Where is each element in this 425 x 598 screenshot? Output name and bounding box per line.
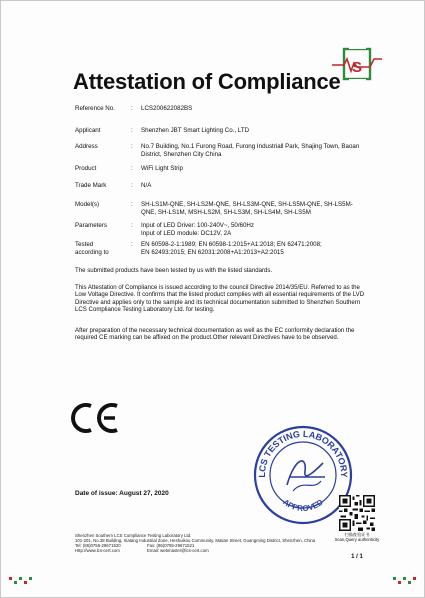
field-value: N/A xyxy=(141,182,152,189)
page-indicator: 1 / 1 xyxy=(351,554,363,560)
field-label: Applicant xyxy=(75,127,101,134)
issue-date: Date of issue: August 27, 2020 xyxy=(75,490,169,497)
footer-address: 101-201, No.38 Building, Xiatang Industrial Zone, Heshuikou Community, Matian Street, Guangming District, Shenzhen, China xyxy=(75,538,316,544)
field-parameters: Parameters : Input of LED Driver: 100-240V~, 50/60Hz Input of LED module: DC12V, 2A xyxy=(75,222,365,241)
field-value xyxy=(141,241,365,257)
qr-code-icon[interactable] xyxy=(339,495,375,531)
field-reference: Reference No. : LCS200622082BS xyxy=(75,105,365,127)
page-title: Attestation of Compliance xyxy=(73,69,341,94)
field-label: Product xyxy=(75,165,97,172)
qr-caption xyxy=(333,532,381,542)
field-value xyxy=(141,222,365,241)
field-tested: Tested according to : EN 60598-2-1:1989; EN 60598-1:2015+A1:2018; EN 62471:2008; EN 62493:2015; EN 62031:2008+A1:2013+A2:2015 xyxy=(75,241,365,257)
field-models: Model(s) : SH-LS1M-QNE, SH-LS2M-QNE, SH-LS3M-QNE, SH-LS5M-QNE, SH-LS5M-QNE, SH-LS1M, MSH-LS2M, SH-LS3M, SH-LS4M, SH-LS5M xyxy=(75,201,365,222)
footer-web-row xyxy=(75,548,325,553)
field-value: LCS200622082BS xyxy=(141,105,193,112)
footer xyxy=(75,533,325,553)
field-value: Shenzhen JBT Smart Lighting Co., LTD xyxy=(141,127,250,134)
ce-mark-icon xyxy=(71,402,121,434)
parameter-module: Input of LED module: DC12V, 2A xyxy=(141,229,232,237)
qr-caption-en: Scan,Query authenticity xyxy=(334,537,380,542)
field-label: Reference No. xyxy=(75,105,115,112)
marking-paragraph: After preparation of the necessary technical documentation as well as the EC conformity declaration the required CE marking can be affixed on the product.Other relevant Directives have to be observed. xyxy=(75,327,355,342)
footer-email-link[interactable]: Email: webmaster@lcs-cert.com xyxy=(147,548,209,554)
field-value: No.7 Building, No.1 Furong Road, Furong Industriall Park, Shajing Town, Baoan District, Shenzhen City China xyxy=(141,143,360,158)
footer-tel: Tel: (86)0755-29671520 xyxy=(75,543,121,549)
field-value: WiFi Light Strip xyxy=(141,165,183,172)
qr-caption-cn: 扫描查验证书 xyxy=(344,532,370,537)
seal-bottom-text: APPROVED xyxy=(281,497,325,514)
field-label-line1: Tested xyxy=(75,241,94,248)
parameter-driver: Input of LED Driver: 100-240V~, 50/60Hz xyxy=(141,222,254,229)
standards-line1: EN 60598-2-1:1989; EN 60598-1:2015+A1:2018; EN 62471:2008; xyxy=(141,241,322,248)
field-label xyxy=(75,241,131,257)
field-applicant: Applicant : Shenzhen JBT Smart Lighting Co., LTD xyxy=(75,127,365,143)
standards-line2: EN 62493:2015; EN 62031:2008+A1:2013+A2:2015 xyxy=(141,248,284,256)
footer-company: Shenzhen Southern LCS Compliance Testing Laboratory Ltd. xyxy=(75,533,192,538)
directive-paragraph: This Attestation of Compliance is issued according to the council Directive 2014/35/EU. Referred to as the Low Voltage Directive. It confirms that the listed product complies with all essential requirements of the LVD Directive and applies only to the sample and its technical documentation submitted to Shenzhen Southern LCS Compliance Testing Laboratory Ltd. for testing. xyxy=(75,284,365,314)
seal-top-text: LCS TESTING LABORATORY xyxy=(256,428,350,478)
field-label: Trade Mark xyxy=(75,182,107,189)
field-label-line2: according to xyxy=(75,248,109,256)
svg-text:APPROVED xyxy=(281,497,325,513)
field-label: Address xyxy=(75,143,98,150)
field-trade-mark: Trade Mark : N/A xyxy=(75,182,365,201)
field-label: Model(s) xyxy=(75,201,100,208)
tested-note: The submitted products have been tested by us with the listed standards. xyxy=(75,267,273,274)
footer-fax: Fax: (86)0755-29671521 xyxy=(147,543,195,549)
field-label: Parameters xyxy=(75,222,107,229)
field-address: Address : No.7 Building, No.1 Furong Road, Furong Industriall Park, Shajing Town, Baoan District, Shenzhen City China xyxy=(75,143,365,165)
field-value: SH-LS1M-QNE, SH-LS2M-QNE, SH-LS3M-QNE, SH-LS5M-QNE, SH-LS5M-QNE, SH-LS1M, MSH-LS2M, SH-LS3M, SH-LS4M, SH-LS5M xyxy=(141,201,353,216)
footer-website-link[interactable]: Http://www.lcs-cert.com xyxy=(75,548,120,554)
details-table xyxy=(75,105,365,257)
svg-text:S: S xyxy=(351,59,363,76)
field-product: Product : WiFi Light Strip xyxy=(75,165,365,182)
